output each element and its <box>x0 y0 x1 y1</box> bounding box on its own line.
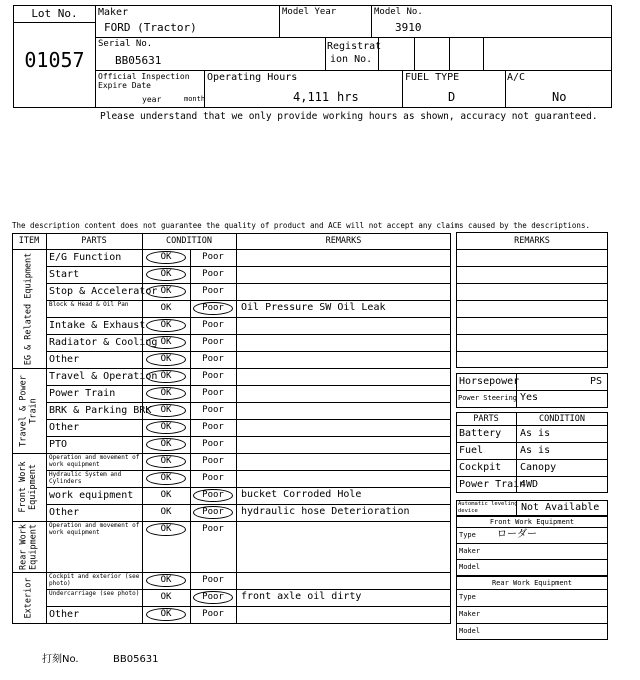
front-maker-label: Maker <box>459 547 481 555</box>
condition-ok: OK <box>160 320 172 330</box>
inspection-label-1: Official Inspection <box>98 72 190 81</box>
side-part-cockpit-label: Cockpit <box>459 462 502 473</box>
condition-poor: Poor <box>202 473 224 483</box>
condition-ok: OK <box>160 303 172 313</box>
maker-label: Maker <box>98 7 129 18</box>
remark-text: front axle oil dirty <box>241 591 362 602</box>
part-label: Radiator & Cooling <box>49 337 158 348</box>
condition-poor: Poor <box>202 303 224 313</box>
condition-ok: OK <box>160 269 172 279</box>
condition-poor: Poor <box>202 286 224 296</box>
condition-ok: OK <box>160 371 172 381</box>
part-label: Other <box>49 609 80 620</box>
rear-type-label: Type <box>459 593 476 601</box>
year-label: year <box>142 95 162 104</box>
condition-poor: Poor <box>202 609 224 619</box>
condition-ok: OK <box>160 575 172 585</box>
power-steering-label: Power Steering <box>458 394 518 402</box>
group-label: Travel & Power <box>18 374 28 447</box>
group-label: Equipment <box>28 523 38 570</box>
part-label: Intake & Exhaust <box>49 320 146 331</box>
part-label: Start <box>49 269 80 280</box>
condition-ok: OK <box>160 609 172 619</box>
auto-leveling-label-2: device <box>458 508 478 514</box>
horsepower-label: Horsepower <box>459 376 520 387</box>
group-label: Exterior <box>23 577 33 618</box>
part-label: E/G Function <box>49 252 122 263</box>
condition-poor: Poor <box>202 388 224 398</box>
col-condition-header: CONDITION <box>165 236 213 246</box>
lot-label: Lot No. <box>31 7 78 20</box>
side-condition-header: CONDITION <box>538 414 586 424</box>
serial-label: Serial No. <box>98 39 153 49</box>
col-item-header: ITEM <box>18 236 40 246</box>
condition-ok: OK <box>160 388 172 398</box>
lot-number: 01057 <box>24 48 85 72</box>
condition-poor: Poor <box>202 524 224 534</box>
condition-ok: OK <box>160 337 172 347</box>
side-part-power-train-label: Power Train <box>459 479 526 490</box>
front-work-header: Front Work Equipment <box>489 518 575 526</box>
condition-ok: OK <box>160 473 172 483</box>
auto-leveling-label-1: Automatic leveling <box>458 501 518 507</box>
remark-text: Oil Pressure SW Oil Leak <box>241 302 386 313</box>
hours-label: Operating Hours <box>207 72 298 83</box>
month-label: month <box>184 95 206 103</box>
group-label: Rear Work <box>18 523 28 570</box>
stamp-value: BB05631 <box>113 654 159 665</box>
group-label: Train <box>28 397 38 424</box>
power-steering-value: Yes <box>520 392 539 403</box>
remark-text: bucket Corroded Hole <box>241 489 362 500</box>
part-label: PTO <box>49 439 68 450</box>
registration-label-1: Registrat <box>327 41 382 52</box>
part-label: Travel & Operation <box>49 371 158 382</box>
notice-hours: Please understand that we only provide working hours as shown, accuracy not guaranteed. <box>100 111 598 122</box>
condition-ok: OK <box>160 456 172 466</box>
condition-poor: Poor <box>202 371 224 381</box>
condition-poor: Poor <box>202 592 224 602</box>
serial-value: BB05631 <box>115 54 162 67</box>
col-remarks-header: REMARKS <box>325 236 362 246</box>
registration-label-2: ion No. <box>330 54 373 65</box>
fuel-value: D <box>448 90 456 104</box>
rear-work-header: Rear Work Equipment <box>491 579 573 587</box>
horsepower-unit: PS <box>590 376 603 387</box>
side-remarks-header: REMARKS <box>514 236 550 246</box>
side-part-battery-label: Battery <box>459 428 502 439</box>
condition-poor: Poor <box>202 320 224 330</box>
condition-poor: Poor <box>202 439 224 449</box>
condition-poor: Poor <box>202 269 224 279</box>
front-type-label: Type <box>459 531 476 539</box>
condition-ok: OK <box>160 592 172 602</box>
part-label: Other <box>49 422 80 433</box>
part-label: Other <box>49 354 80 365</box>
part-label: Undercarriage (see photo) <box>49 590 140 597</box>
side-part-battery-value: As is <box>520 428 551 439</box>
condition-ok: OK <box>160 490 172 500</box>
condition-ok: OK <box>160 422 172 432</box>
ac-label: A/C <box>507 72 526 83</box>
condition-poor: Poor <box>202 422 224 432</box>
condition-ok: OK <box>160 252 172 262</box>
part-label: Power Train <box>49 388 116 399</box>
part-label: Stop & Accelerator <box>49 286 158 297</box>
side-parts-header: PARTS <box>473 414 499 424</box>
rear-model-label: Model <box>459 627 481 635</box>
side-part-fuel-label: Fuel <box>459 445 484 456</box>
condition-ok: OK <box>160 439 172 449</box>
model-year-label: Model Year <box>282 7 337 17</box>
part-label: work equipment <box>49 490 134 501</box>
rear-maker-label: Maker <box>459 610 481 618</box>
notice-description: The description content does not guarantee the quality of product and ACE will not accept any claims caused by the descriptions. <box>12 221 590 230</box>
side-part-fuel-value: As is <box>520 445 551 456</box>
part-label: Operation and movement of work equipment <box>49 454 140 468</box>
remark-text: hydraulic hose Deterioration <box>241 506 410 517</box>
group-label: EG & Related Equipment <box>23 252 33 365</box>
ac-value: No <box>552 90 567 104</box>
condition-poor: Poor <box>202 405 224 415</box>
maker-value: FORD (Tractor) <box>104 21 197 34</box>
part-label: BRK & Parking BRK <box>49 405 152 416</box>
condition-poor: Poor <box>202 507 224 517</box>
hours-value: 4,111 <box>293 90 330 104</box>
col-parts-header: PARTS <box>81 236 107 246</box>
condition-poor: Poor <box>202 575 224 585</box>
part-label: Hydraulic System and Cylinders <box>49 471 122 485</box>
condition-ok: OK <box>160 354 172 364</box>
stamp-label: 打刻No. <box>42 654 79 665</box>
model-no-label: Model No. <box>374 7 423 17</box>
part-label: Block & Head & Oil Pan <box>49 301 129 308</box>
part-label: Cockpit and exterior (see photo) <box>49 573 140 587</box>
fuel-label: FUEL TYPE <box>405 72 460 83</box>
group-label: Equipment <box>28 463 38 511</box>
auto-leveling-value: Not Available <box>521 502 600 513</box>
side-part-cockpit-value: Canopy <box>520 462 557 473</box>
condition-poor: Poor <box>202 354 224 364</box>
part-label: Other <box>49 507 80 518</box>
condition-poor: Poor <box>202 337 224 347</box>
condition-poor: Poor <box>202 456 224 466</box>
condition-ok: OK <box>160 524 172 534</box>
part-label: Operation and movement of work equipment <box>49 522 140 536</box>
condition-ok: OK <box>160 405 172 415</box>
condition-poor: Poor <box>202 490 224 500</box>
group-label: Front Work <box>18 461 28 513</box>
side-part-power-train-value: 4WD <box>520 479 539 490</box>
condition-poor: Poor <box>202 252 224 262</box>
condition-ok: OK <box>160 507 172 517</box>
front-model-label: Model <box>459 563 481 571</box>
front-type-value: ローダー <box>497 529 537 540</box>
hours-unit: hrs <box>337 90 359 104</box>
inspection-label-2: Expire Date <box>98 81 151 90</box>
model-no-value: 3910 <box>395 21 422 34</box>
condition-ok: OK <box>160 286 172 296</box>
